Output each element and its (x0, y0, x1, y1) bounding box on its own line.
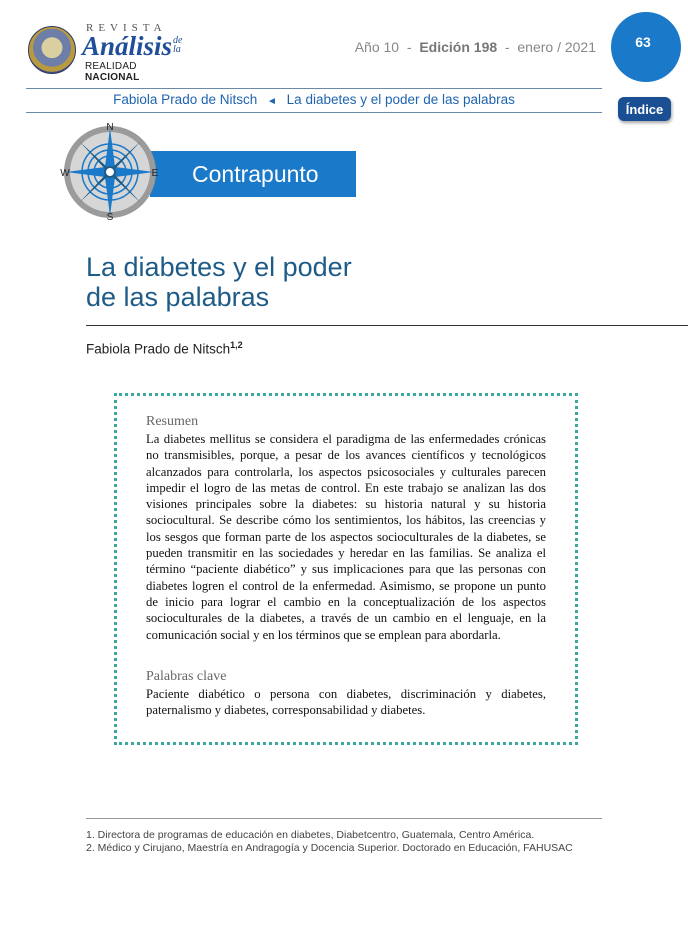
abstract-text: La diabetes mellitus se considera el paradigma de las enfermedades crónicas no transmisibles, porque, a pesar de los avances científicos y tecnológicos alcanzados para controlarla, los aspectos psicosociales y culturales parecen impedir el logro de las metas de control. En este trabajo se analizan las dos visiones principales sobre la diabetes: su historia natural y su historia sociocultural. Se describe cómo los sentimientos, los hábitos, las creencias y los sesgos que forman parte de los aspectos socioculturales de la diabetes, se pueden transmitir en las sociedades y heredar en las familias. Se analiza el término “paciente diabético” y sus implicaciones para que las personas con diabetes logren el control de la enfermedad. Asimismo, se propone un punto de inicio para lograr el cambio en la conceptualización de los aspectos socioculturales de la diabetes, a través de un cambio en el lenguaje, en la comunicación social y en los términos que se emplean para abordarla. (146, 432, 546, 642)
running-head-author: Fabiola Prado de Nitsch (113, 92, 258, 107)
issue-edition: Edición 198 (419, 39, 498, 55)
logo-revista-text: REVISTA (86, 22, 167, 34)
issue-separator-1: - (406, 39, 412, 55)
university-seal-icon (28, 26, 76, 74)
logo-dela-text: de la (173, 35, 183, 55)
logo-realidad-nacional (85, 61, 188, 83)
page-number-badge (611, 12, 681, 82)
compass-icon (58, 120, 162, 224)
logo-realidad-text: REALIDAD (85, 61, 137, 72)
page-number: 63 (635, 34, 651, 50)
issue-info (355, 39, 596, 55)
footnote-rule (86, 818, 602, 819)
author-affiliation-marks: 1,2 (230, 340, 243, 350)
keywords-text: Paciente diabético o persona con diabetes, discriminación y diabetes, paternalismo y diabetes, corresponsabilidad y diabetes. (146, 687, 546, 718)
compass-e-label: E (151, 168, 159, 179)
running-head (26, 92, 602, 107)
article-title-line-1: La diabetes y el poder (86, 252, 352, 282)
left-arrow-icon: ◄ (267, 96, 277, 107)
article-author (86, 340, 243, 357)
header-rule-bottom (26, 112, 602, 113)
article-title-line-2: de las palabras (86, 282, 270, 312)
header-rule-top (26, 88, 602, 89)
issue-year: Año 10 (354, 39, 400, 55)
logo-analisis-text: Análisis (82, 31, 173, 61)
section-banner (150, 151, 356, 197)
issue-date: enero / 2021 (517, 39, 596, 55)
running-head-title: La diabetes y el poder de las palabras (286, 92, 515, 107)
logo-nacional-text: NACIONAL (85, 72, 140, 83)
issue-separator-2: - (504, 39, 510, 55)
indice-button[interactable]: Índice (618, 97, 671, 121)
compass-n-label: N (106, 122, 114, 133)
footnote-1: 1. Directora de programas de educación en diabetes, Diabetcentro, Guatemala, Centro América. (86, 829, 535, 841)
compass-w-label: W (60, 168, 70, 179)
keywords-heading: Palabras clave (146, 669, 227, 684)
author-name: Fabiola Prado de Nitsch (86, 341, 231, 357)
journal-logo (28, 22, 188, 83)
section-label: Contrapunto (192, 160, 319, 187)
footnotes (86, 829, 602, 855)
footnote-2: 2. Médico y Cirujano, Maestría en Andragogía y Docencia Superior. Doctorado en Educación, FAHUSAC (86, 842, 573, 854)
abstract-heading: Resumen (146, 414, 199, 429)
compass-s-label: S (106, 212, 114, 223)
title-rule (86, 325, 688, 326)
article-title (86, 252, 606, 312)
